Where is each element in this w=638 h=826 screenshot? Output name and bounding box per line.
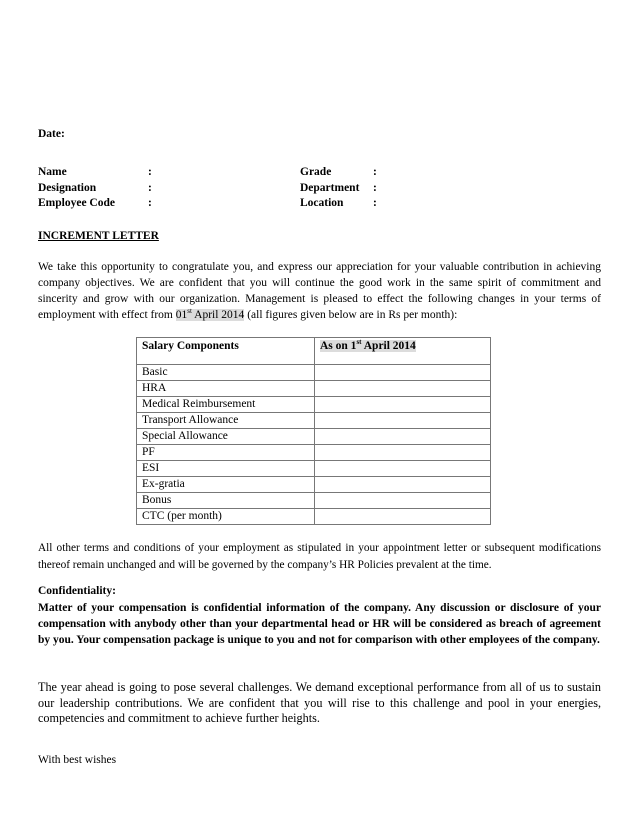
row-value — [315, 461, 491, 477]
table-row — [137, 509, 491, 525]
designation-colon: : — [148, 182, 152, 194]
confidentiality-title: Confidentiality: — [38, 585, 116, 597]
row-value — [315, 493, 491, 509]
row-label: Basic — [137, 365, 315, 381]
closing-paragraph: The year ahead is going to pose several challenges. We demand exceptional performance from all of us to sustain our leadership contributions. We are confident that you will rise to this challenge and pool in your energies, competencies and commitment to achieve further heights. — [38, 680, 601, 725]
row-label: CTC (per month) — [137, 509, 315, 525]
salary-table — [136, 337, 491, 525]
effective-date — [176, 309, 245, 321]
sign-off: With best wishes — [38, 754, 117, 766]
employee-code-colon: : — [148, 197, 152, 209]
header-date-rest: April 2014 — [361, 340, 416, 352]
confidentiality-text: Matter of your compensation is confidential information of the company. Any discussion or disclosure of your compensation with anybody other than your departmental head or HR will be considered as breach of agreement by you. Your compensation package is unique to you and not for comparison with other employees of the company. — [38, 602, 601, 647]
salary-table-header — [137, 338, 491, 365]
table-row — [137, 365, 491, 381]
table-row — [137, 461, 491, 477]
row-value — [315, 477, 491, 493]
terms-paragraph: All other terms and conditions of your employment as stipulated in your appointment letter or subsequent modifications thereof remain unchanged and will be governed by the company’s HR Policies prevalent at the time. — [38, 542, 601, 571]
row-value — [315, 445, 491, 461]
table-row — [137, 445, 491, 461]
row-label: Special Allowance — [137, 429, 315, 445]
location-colon: : — [373, 197, 377, 209]
intro-text-end: (all figures given below are in Rs per month): — [244, 309, 458, 321]
intro-text: We take this opportunity to congratulate you, and express our appreciation for your valuable contribution in achieving company objectives. We are confident that you will continue the good work in the same spirit of commitment and sincerity and grow with our organization. Management is pleased to effect the following changes in your terms of employment with effect from — [38, 261, 601, 321]
row-value — [315, 509, 491, 525]
header-date-highlight — [320, 340, 416, 352]
table-row — [137, 413, 491, 429]
row-label: Ex-gratia — [137, 477, 315, 493]
table-row — [137, 397, 491, 413]
header-date-prefix: As on 1 — [320, 340, 357, 352]
row-value — [315, 365, 491, 381]
header-date-suffix: st — [356, 338, 362, 347]
date-label: Date: — [38, 128, 65, 140]
effective-date-day: 01 — [175, 309, 188, 321]
letter-heading: INCREMENT LETTER — [38, 230, 159, 242]
row-value — [315, 397, 491, 413]
location-label: Location — [300, 197, 344, 209]
grade-label: Grade — [300, 166, 332, 178]
table-row — [137, 493, 491, 509]
department-label: Department — [300, 182, 360, 194]
row-label: PF — [137, 445, 315, 461]
row-label: HRA — [137, 381, 315, 397]
name-label: Name — [38, 166, 67, 178]
effective-date-month-year: April 2014 — [191, 309, 245, 321]
row-label: ESI — [137, 461, 315, 477]
employee-code-label: Employee Code — [38, 197, 115, 209]
department-colon: : — [373, 182, 377, 194]
name-colon: : — [148, 166, 152, 178]
row-value — [315, 381, 491, 397]
header-as-on-date — [315, 338, 491, 365]
table-row — [137, 429, 491, 445]
row-value — [315, 429, 491, 445]
table-row — [137, 477, 491, 493]
effective-date-suffix: st — [187, 307, 192, 316]
row-value — [315, 413, 491, 429]
header-salary-components: Salary Components — [137, 338, 315, 365]
table-row — [137, 381, 491, 397]
row-label: Transport Allowance — [137, 413, 315, 429]
intro-paragraph — [38, 259, 601, 323]
row-label: Medical Reimbursement — [137, 397, 315, 413]
designation-label: Designation — [38, 182, 97, 194]
grade-colon: : — [373, 166, 377, 178]
row-label: Bonus — [137, 493, 315, 509]
